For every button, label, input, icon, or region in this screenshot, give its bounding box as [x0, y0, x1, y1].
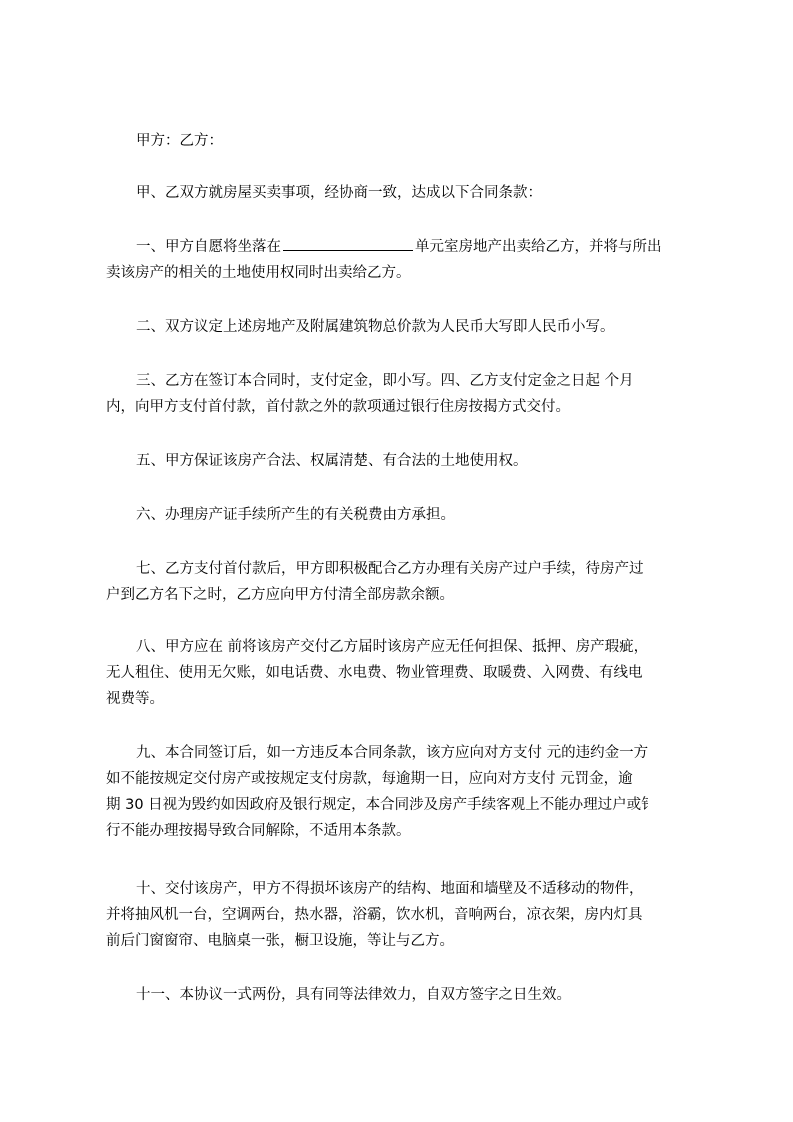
clause-8-line-1: 八、甲方应在 前将该房产交付乙方届时该房产应无任何担保、抵押、房产瑕疵， — [136, 639, 649, 655]
clause-11 — [136, 982, 726, 1008]
parties-header-text: 甲方：乙方： — [136, 133, 223, 149]
clause-10 — [106, 876, 696, 954]
clause-9-line-3: 期 30 日视为毁约如因政府及银行规定，本合同涉及房产手续客观上不能办理过户或钅 — [106, 797, 656, 813]
clause-10-line-1: 十、交付该房产，甲方不得损坏该房产的结构、地面和墙壁及不适移动的物件， — [136, 881, 644, 897]
clause-11-text: 十一、本协议一式两份，具有同等法律效力，自双方签字之日生效。 — [136, 987, 571, 1003]
intro-paragraph — [136, 180, 726, 206]
clause-8 — [106, 634, 696, 712]
clause-10-line-2: 并将抽风机一台，空调两台，热水器，浴霸，饮水机，音响两台，凉衣架，房内灯具 — [106, 907, 643, 923]
clause-10-line-3: 前后门窗窗帘、电脑桌一张，橱卫设施，等让与乙方。 — [106, 933, 454, 949]
clause-3-line-1: 三、乙方在签订本合同时，支付定金，即小写。四、乙方支付定金之日起 个月 — [136, 373, 634, 389]
clause-7 — [106, 556, 696, 608]
clause-1-part-1: 一、甲方自愿将坐落在 — [136, 239, 281, 255]
clause-6 — [136, 502, 726, 528]
clause-7-line-2: 户到乙方名下之时，乙方应向甲方付清全部房款余额。 — [106, 587, 454, 603]
parties-header — [136, 128, 726, 154]
clause-9 — [106, 740, 696, 844]
clause-8-line-3: 视费等。 — [106, 691, 164, 707]
clause-3-line-2: 内，向甲方支付首付款，首付款之外的款项通过银行住房按揭方式交付。 — [106, 399, 570, 415]
clause-1-line-2: 卖该房产的相关的土地使用权同时出卖给乙方。 — [106, 265, 411, 281]
clause-3 — [106, 368, 696, 420]
clause-7-line-1: 七、乙方支付首付款后，甲方即积极配合乙方办理有关房产过户手续，待房产过 — [136, 561, 644, 577]
clause-2 — [136, 314, 726, 340]
clause-8-line-2: 无人租住、使用无欠账，如电话费、水电费、物业管理费、取暖费、入网费、有线电 — [106, 665, 643, 681]
clause-9-line-1: 九、本合同签订后，如一方违反本合同条款，该方应向对方支付 元的违约金一方 — [136, 745, 649, 761]
intro-text: 甲、乙双方就房屋买卖事项，经协商一致，达成以下合同条款： — [136, 185, 542, 201]
clause-9-line-4: 行不能办理按揭导致合同解除，不适用本条款。 — [106, 823, 411, 839]
clause-1-line-1 — [106, 234, 696, 260]
location-blank — [283, 236, 413, 251]
clause-5-text: 五、甲方保证该房产合法、权属清楚、有合法的土地使用权。 — [136, 453, 528, 469]
clause-1 — [106, 234, 696, 286]
clause-5 — [136, 448, 726, 474]
clause-6-text: 六、办理房产证手续所产生的有关税费由方承担。 — [136, 507, 455, 523]
clause-1-part-2: 单元室房地产出卖给乙方，并将与所出 — [415, 239, 662, 255]
clause-2-text: 二、双方议定上述房地产及附属建筑物总价款为人民币大写即人民币小写。 — [136, 319, 615, 335]
clause-9-line-2: 如不能按规定交付房产或按规定支付房款，每逾期一日，应向对方支付 元罚金，逾 — [106, 771, 633, 787]
